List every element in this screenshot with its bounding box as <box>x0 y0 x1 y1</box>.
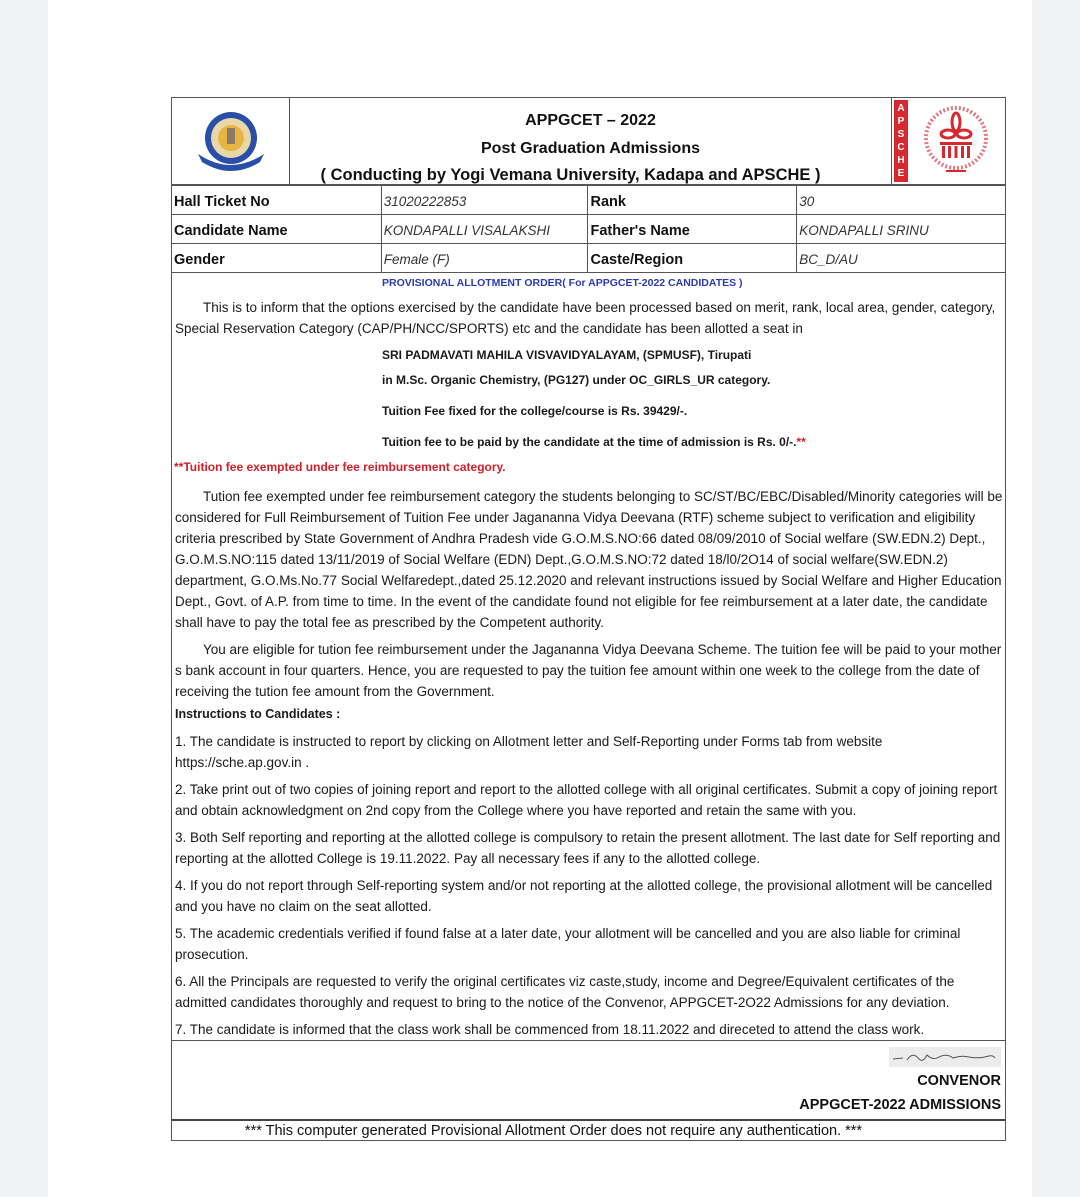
document-page <box>48 0 1032 1197</box>
instructions-heading: Instructions to Candidates : <box>175 707 341 721</box>
fee-fixed: Tuition Fee fixed for the college/course is Rs. 39429/-. <box>382 404 688 418</box>
allotted-college: SRI PADMAVATI MAHILA VISVAVIDYALAYAM, (SPMUSF), Tirupati <box>382 348 752 362</box>
gender-label: Gender <box>172 244 382 273</box>
allotted-course: in M.Sc. Organic Chemistry, (PG127) under OC_GIRLS_UR category. <box>382 373 771 387</box>
apsche-vertical-label: A P S C H E <box>894 100 908 182</box>
instruction-item: 4. If you do not report through Self-reporting system and/or not reporting at the allotted college, the provisional allotment will be cancelled and you have no claim on the seat allotted. <box>175 878 993 914</box>
order-title: PROVISIONAL ALLOTMENT ORDER( For APPGCET-2022 CANDIDATES ) <box>382 277 743 289</box>
conducted-by: ( Conducting by Yogi Vemana University, Kadapa and APSCHE ) <box>320 166 821 184</box>
reimbursement-paragraph: Tution fee exempted under fee reimbursement category the students belonging to SC/ST/BC/EBC/Disabled/Minority categories will be considered for Full Reimbursement of Tuition Fee under Jagananna Vidya Deevana (RTF) scheme subject to verification and eligibility criteria prescribed by State Government of Andhra Pradesh vide G.O.M.S.NO:66 dated 08/09/2010 of Social welfare (SW.EDN.2) Dept., G.O.M.S.NO:115 dated 13/11/2019 of Social Welfare (EDN) Dept.,G.O.M.S.NO:72 dated 18/l0/2O14 of social welfare(SW.EDN.2) department, G.O.Ms.No.77 Social Welfaredept.,dated 25.12.2020 and relevant instructions issued by Social Welfare and Higher Education Dept., Govt. of A.P. from time to time. In the event of the candidate found not eligible for fee reimbursement at a later date, the candidate shall have to pay the total fee as prescribed by the Competent authority. <box>175 489 1003 630</box>
header-titles <box>290 98 891 184</box>
fee-paid-mark: ** <box>796 435 806 449</box>
signature-icon <box>889 1047 1001 1067</box>
apsche-emblem-icon <box>916 102 996 180</box>
fee-exemption-note: **Tuition fee exempted under fee reimbursement category. <box>174 460 506 474</box>
caste-region-label: Caste/Region <box>588 244 797 273</box>
order-body <box>171 273 1006 1041</box>
table-row <box>172 186 1006 215</box>
table-row <box>172 244 1006 273</box>
table-row <box>172 215 1006 244</box>
exam-subtitle: Post Graduation Admissions <box>481 140 700 157</box>
signature-image <box>889 1047 1001 1067</box>
father-name-label: Father's Name <box>588 215 797 244</box>
instruction-item: 7. The candidate is informed that the class work shall be commenced from 18.11.2022 and direceted to attend the class work. <box>172 1015 1005 1041</box>
gender-value: Female (F) <box>381 244 588 273</box>
exam-title: APPGCET – 2022 <box>525 112 656 129</box>
eligibility-paragraph: You are eligible for tution fee reimbursement under the Jagananna Vidya Deevana Scheme. The tuition fee will be paid to your mother s bank account in four quarters. Hence, you are requested to pay the tuition fee amount within one week to the college from the date of receiving the tution fee amount from the Government. <box>175 642 1002 699</box>
instruction-item: 6. All the Principals are requested to verify the original certificates viz caste,study, income and Degree/Equivalent certificates of the admitted candidates thoroughly and request to bring to the notice of the Convenor, APPGCET-2O22 Admissions for any deviation. <box>175 974 955 1010</box>
caste-region-value: BC_D/AU <box>797 244 1006 273</box>
instruction-item: 3. Both Self reporting and reporting at the allotted college is compulsory to retain the present allotment. The last date for Self reporting and reporting at the allotted College is 19.11.2022. Pay all necessary fees if any to the allotted college. <box>175 830 1001 866</box>
apsche-logo <box>891 98 1005 184</box>
candidate-name-label: Candidate Name <box>172 215 382 244</box>
intro-paragraph: This is to inform that the options exercised by the candidate have been processed based on merit, rank, local area, gender, category, Special Reservation Category (CAP/PH/NCC/SPORTS) etc and the candidate has been allotted a seat in <box>175 300 996 336</box>
fee-paid: Tuition fee to be paid by the candidate at the time of admission is Rs. 0/-.** <box>382 435 806 449</box>
candidate-name-value: KONDAPALLI VISALAKSHI <box>381 215 588 244</box>
hall-ticket-label: Hall Ticket No <box>172 186 382 215</box>
footer-note: *** This computer generated Provisional Allotment Order does not require any authentication. *** <box>171 1119 1006 1141</box>
rank-label: Rank <box>588 186 797 215</box>
convenor-title: CONVENOR <box>917 1073 1001 1089</box>
instruction-item: 5. The academic credentials verified if found false at a later date, your allotment will be cancelled and you are also liable for criminal prosecution. <box>175 926 961 962</box>
document-header <box>171 97 1006 185</box>
hall-ticket-value: 31020222853 <box>381 186 588 215</box>
signature-block <box>171 1041 1006 1119</box>
candidate-details-table <box>171 185 1006 273</box>
rank-value: 30 <box>797 186 1006 215</box>
instruction-item: 1. The candidate is instructed to report by clicking on Allotment letter and Self-Reporting under Forms tab from website https://sche.ap.gov.in . <box>175 734 883 770</box>
father-name-value: KONDAPALLI SRINU <box>797 215 1006 244</box>
allotment-order <box>171 97 1006 1141</box>
convenor-subtitle: APPGCET-2022 ADMISSIONS <box>799 1097 1001 1113</box>
instruction-item: 2. Take print out of two copies of joining report and report to the allotted college with all original certificates. Submit a copy of joining report and obtain acknowledgment on 2nd copy from the College where you have reported and retain the same with you. <box>175 782 998 818</box>
